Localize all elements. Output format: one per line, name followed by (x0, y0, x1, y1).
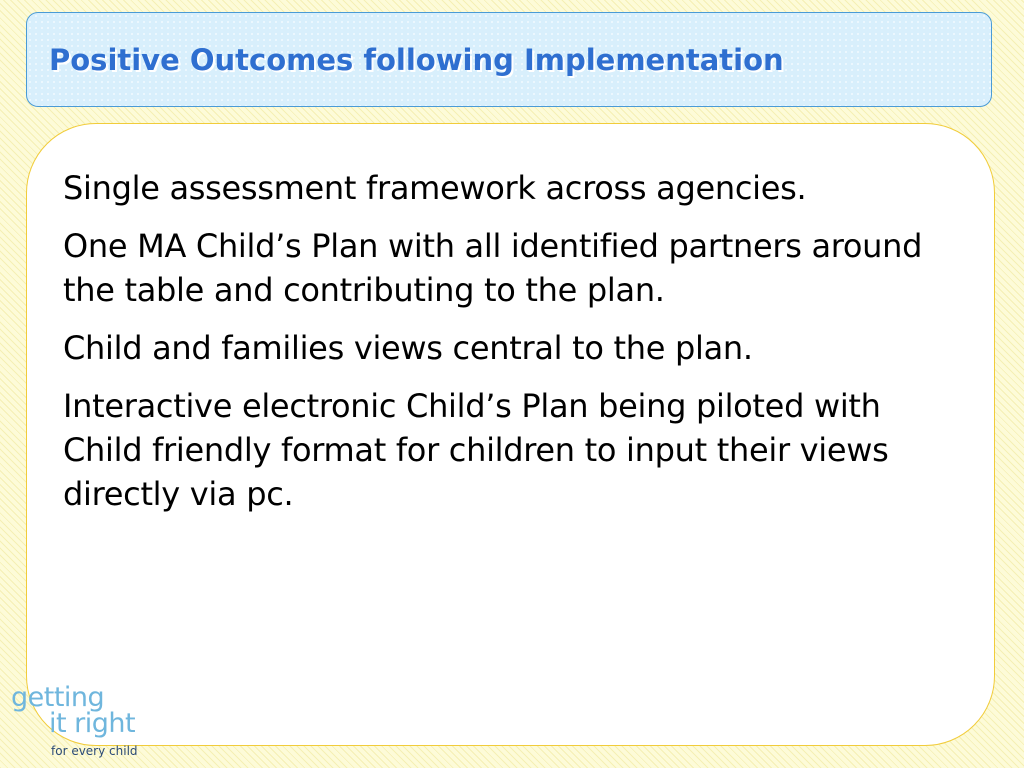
logo-tagline: for every child (51, 744, 138, 758)
logo-text-it-right: it right (49, 708, 136, 739)
logo-text-getting: getting (11, 682, 105, 713)
bullet-point-1: Single assessment framework across agencies. (63, 169, 807, 207)
getting-it-right-logo (11, 684, 151, 764)
content-panel (26, 123, 995, 746)
bullet-point-3: Child and families views central to the plan. (63, 329, 753, 367)
bullet-point-4: Interactive electronic Child’s Plan being piloted with Child friendly format for children to input their views directly via pc. (63, 387, 889, 513)
bullet-list (63, 166, 963, 530)
bullet-point-2: One MA Child’s Plan with all identified partners around the table and contributing to the plan. (63, 227, 923, 309)
slide-title: Positive Outcomes following Implementation (49, 43, 784, 77)
title-banner (26, 12, 992, 107)
